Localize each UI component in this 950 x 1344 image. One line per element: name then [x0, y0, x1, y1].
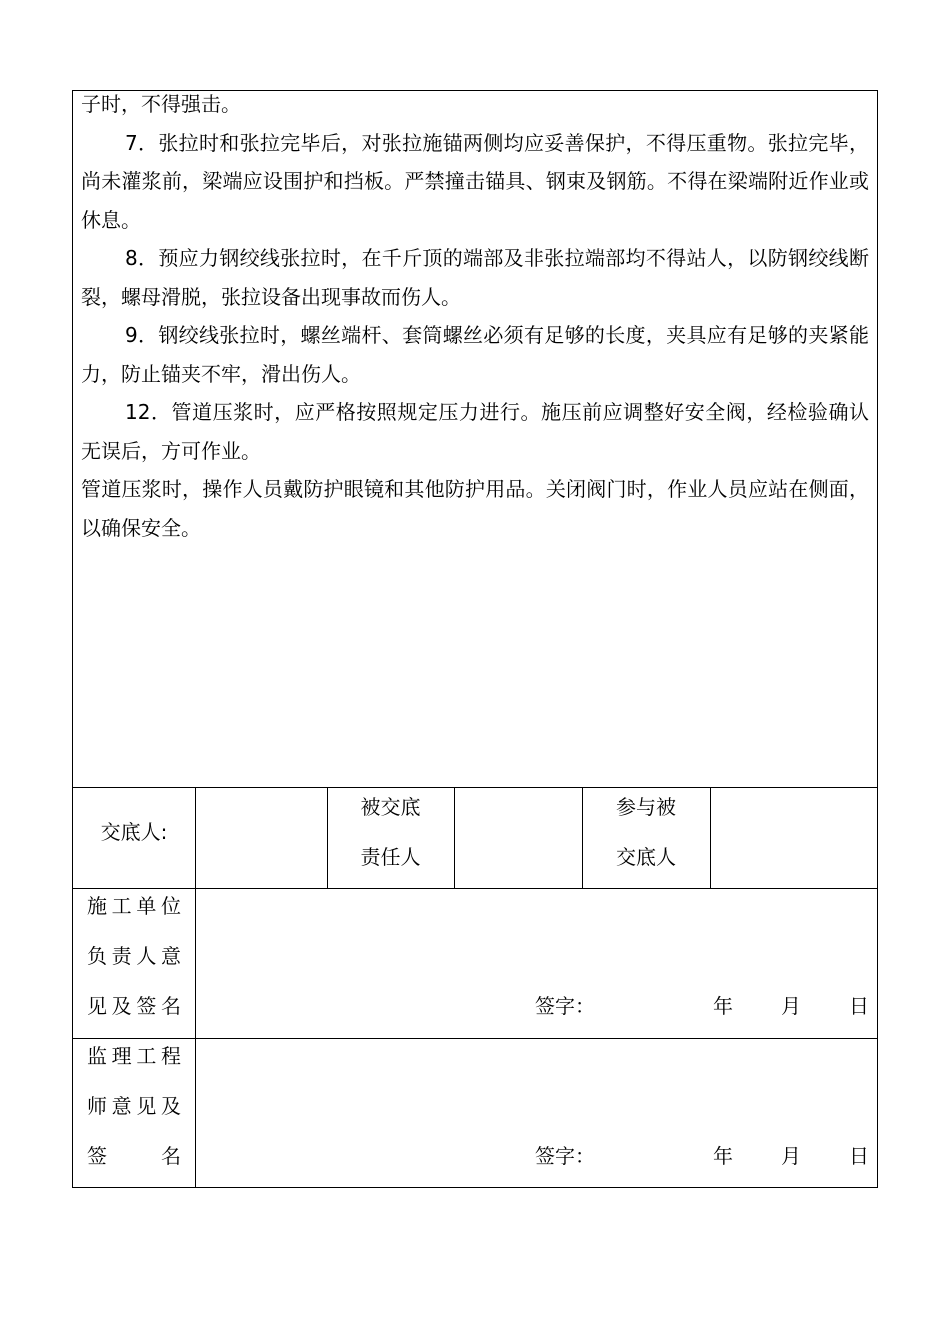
contractor-label-line3: 见及签名: [87, 994, 181, 1018]
paragraph-12: 12．管道压浆时，应严格按照规定压力进行。施压前应调整好安全阀，经检验确认无误后，方可作业。: [81, 400, 869, 463]
paragraph-8: 8．预应力钢绞线张拉时，在千斤顶的端部及非张拉端部均不得站人，以防钢绞线断裂，螺母滑脱，张拉设备出现事故而伤人。: [81, 246, 869, 309]
responsible-label-line1: 被交底: [360, 795, 421, 819]
supervisor-label-line2: 师意见及: [87, 1094, 181, 1118]
paragraph-continuation: 子时，不得强击。: [81, 92, 241, 116]
participants-label-line1: 参与被: [616, 795, 676, 819]
paragraph-7: 7．张拉时和张拉完毕后，对张拉施锚两侧均应妥善保护，不得压重物。张拉完毕，尚未灌浆前，梁端应设围护和挡板。严禁撞击锚具、钢束及钢筋。不得在梁端附近作业或休息。: [81, 130, 869, 232]
supervisor-label-line3: 签 名: [87, 1144, 181, 1168]
presenter-signature-field[interactable]: [196, 788, 326, 888]
presenter-label: 交底人:: [100, 820, 168, 844]
supervisor-sign-label: 签字：: [535, 1144, 595, 1168]
responsible-signature-field[interactable]: [455, 788, 581, 888]
supervisor-label-line1: 监理工程: [87, 1044, 181, 1068]
supervisor-month-label: 月: [781, 1144, 801, 1168]
participants-label-line2: 交底人: [616, 845, 676, 869]
contractor-year-label: 年: [713, 994, 733, 1018]
responsible-label-line2: 责任人: [360, 845, 421, 869]
safety-notes: [73, 91, 877, 788]
paragraph-9: 9．钢绞线张拉时，螺丝端杆、套筒螺丝必须有足够的长度，夹具应有足够的夹紧能力，防止锚夹不牢，滑出伤人。: [81, 323, 869, 386]
contractor-month-label: 月: [781, 994, 801, 1018]
participants-signature-field[interactable]: [711, 788, 877, 888]
supervisor-year-label: 年: [713, 1144, 733, 1168]
contractor-label-line2: 负责人意: [87, 944, 181, 968]
disclosure-form: [72, 90, 878, 1188]
paragraph-grouting: 管道压浆时，操作人员戴防护眼镜和其他防护用品。关闭阀门时，作业人员应站在侧面，以确保安全。: [81, 477, 869, 540]
contractor-label-line1: 施工单位: [87, 894, 181, 918]
supervisor-day-label: 日: [849, 1144, 869, 1168]
contractor-day-label: 日: [849, 994, 869, 1018]
contractor-sign-label: 签字：: [535, 994, 595, 1018]
